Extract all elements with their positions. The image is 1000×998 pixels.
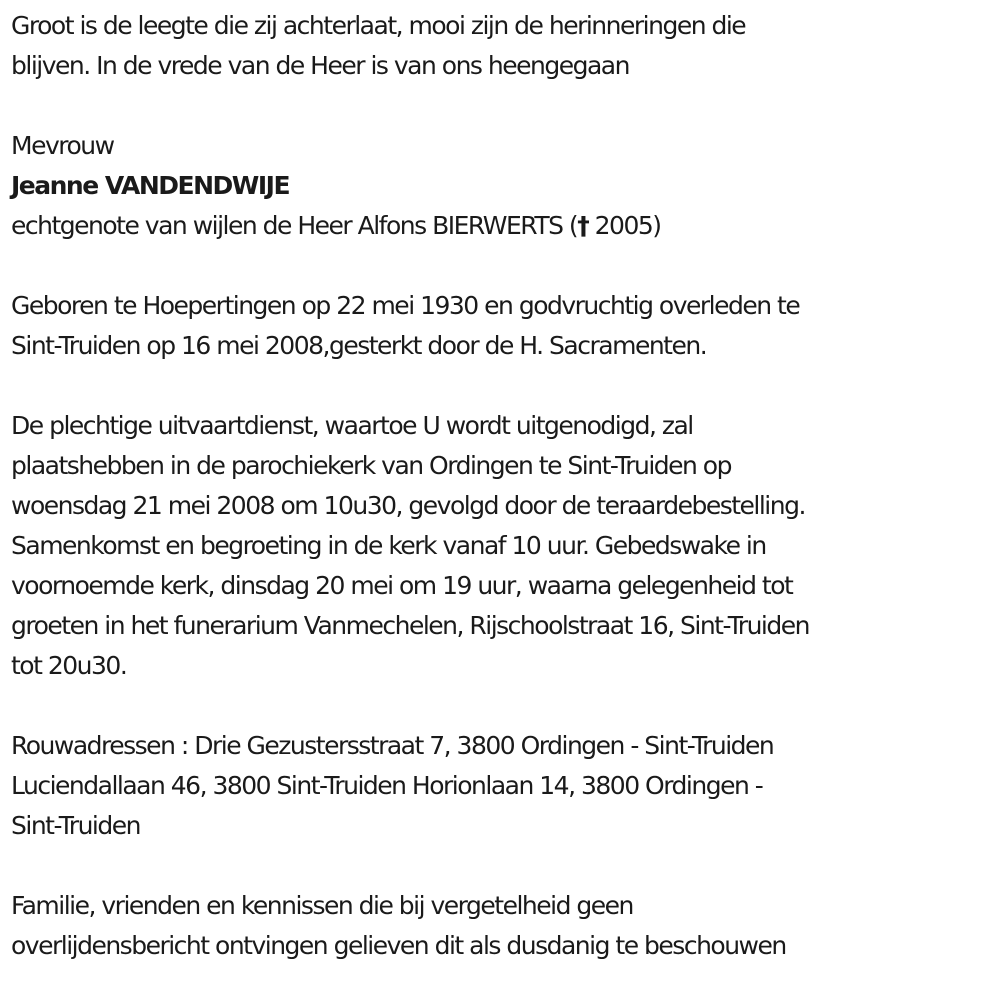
closing-line-2: overlijdensbericht ontvingen gelieven dit als dusdanig te beschouwen <box>11 931 786 960</box>
spouse-suffix: 2005) <box>588 211 661 240</box>
ceremony-line-6: groeten in het funerarium Vanmechelen, Rijschoolstraat 16, Sint-Truiden <box>11 611 809 640</box>
ceremony-line-7: tot 20u30. <box>11 651 127 680</box>
paragraph-spacer <box>11 846 1000 886</box>
ceremony-paragraph <box>11 406 1000 686</box>
intro-paragraph <box>11 6 1000 86</box>
closing-paragraph <box>11 886 1000 966</box>
paragraph-spacer <box>11 686 1000 726</box>
intro-line-2: blijven. In de vrede van de Heer is van ons heengegaan <box>11 51 629 80</box>
paragraph-spacer <box>11 366 1000 406</box>
intro-line-1: Groot is de leegte die zij achterlaat, mooi zijn de herinneringen die <box>11 11 746 40</box>
ceremony-line-5: voornoemde kerk, dinsdag 20 mei om 19 uur, waarna gelegenheid tot <box>11 571 793 600</box>
birth-death-line-1: Geboren te Hoepertingen op 22 mei 1930 en godvruchtig overleden te <box>11 291 800 320</box>
deceased-title: Mevrouw <box>11 131 114 160</box>
ceremony-line-1: De plechtige uitvaartdienst, waartoe U wordt uitgenodigd, zal <box>11 411 693 440</box>
cross-icon: † <box>577 211 589 240</box>
addresses-paragraph <box>11 726 1000 846</box>
ceremony-line-4: Samenkomst en begroeting in de kerk vanaf 10 uur. Gebedswake in <box>11 531 766 560</box>
addresses-line-1: Rouwadressen : Drie Gezustersstraat 7, 3800 Ordingen - Sint-Truiden <box>11 731 774 760</box>
deceased-block <box>11 126 1000 246</box>
spouse-prefix: echtgenote van wijlen de Heer Alfons BIERWERTS ( <box>11 211 578 240</box>
addresses-line-2: Luciendallaan 46, 3800 Sint-Truiden Horionlaan 14, 3800 Ordingen - <box>11 771 763 800</box>
birth-death-paragraph <box>11 286 1000 366</box>
closing-line-1: Familie, vrienden en kennissen die bij vergetelheid geen <box>11 891 633 920</box>
spouse-line <box>11 206 1000 246</box>
birth-death-line-2: Sint-Truiden op 16 mei 2008,gesterkt door de H. Sacramenten. <box>11 331 707 360</box>
paragraph-spacer <box>11 246 1000 286</box>
ceremony-line-3: woensdag 21 mei 2008 om 10u30, gevolgd door de teraardebestelling. <box>11 491 805 520</box>
deceased-name: Jeanne VANDENDWIJE <box>11 171 290 200</box>
paragraph-spacer <box>11 86 1000 126</box>
addresses-line-3: Sint-Truiden <box>11 811 140 840</box>
ceremony-line-2: plaatshebben in de parochiekerk van Ordingen te Sint-Truiden op <box>11 451 731 480</box>
